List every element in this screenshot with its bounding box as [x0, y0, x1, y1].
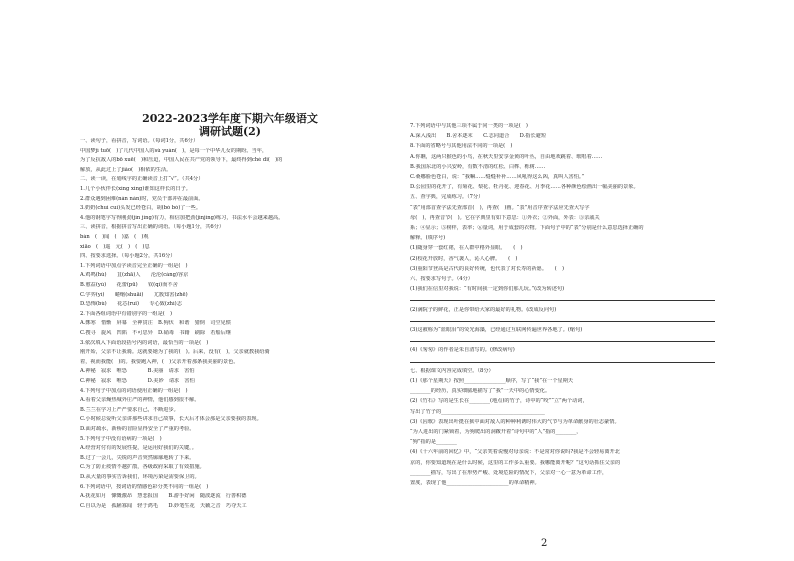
- left-column-line: 解放，从此过上了jiǎo( )相依的生活。: [80, 166, 172, 173]
- left-column-line: 为了反抗敌人的bō xuē( )和压迫，中国人民在共产党的领导下，最终得到chè dǐ( )的: [80, 157, 283, 164]
- left-column-line: C.神秘 寂求 唯恐 D.美妙 请求 害怕: [80, 378, 195, 384]
- left-column-line: 2.群众遇到困难(nán nàn)时，党员干部冲在最前面。: [80, 195, 204, 202]
- right-column-line: (2)满院子的鲜花，正是你带给大家的最好的礼物。(改成反问句): [410, 306, 557, 313]
- left-column-line: B.愈益(yù) 花蕾(pū) 钦(qì)而不舍: [80, 282, 178, 288]
- left-column-line: 5.下列句子中没有语病的一项是( ): [80, 435, 162, 442]
- right-column-line: 写出了竹子的________________________________________: [410, 408, 545, 415]
- right-column-line: ________的经历，真实细腻地描写了“我”一天中的心情变化。: [410, 388, 551, 395]
- exam-title: 2022-2023学年度下期六年级语文: [142, 112, 318, 125]
- right-column-line: (1)随身穿一套红裙，在人群中格外显眼。 ( ): [410, 245, 523, 252]
- left-column: [80, 0, 380, 561]
- left-column-line: D.面对疏水，新桥的冒险显得安全了严重的考验。: [80, 426, 195, 432]
- right-column-line: (1)我们在信里对我说：“有时间我一定到你们那儿玩。”(改为转述句): [410, 286, 565, 293]
- left-column-line: 3.依次填入下面语段括号内的词语，最恰当的一项是( ): [80, 339, 209, 346]
- left-column-line: A.抚花如月 慷慨激昂 慧悲报国 B.游手好闲 随波逐流 行善积德: [80, 493, 247, 500]
- left-column-line: D.从大量的事实告诉我们，环境污染是需要保卫的。: [80, 474, 200, 480]
- right-column-line: “表”用部首查字法先查部首( )，再查( )画。“表”用音序查字法应先查大写字: [410, 204, 590, 211]
- left-column-line: 1.几个小伙伴长(xíng xíng)谁知这样长的日子。: [80, 186, 191, 192]
- left-column-line: C.自以为是 孤陋寡闻 轻于鸿毛 D.妙笔生花 天籁之音 巧夺天工: [80, 502, 247, 509]
- left-column-line: 1.下列词语中加点字读音完全正确的一组是( ): [80, 262, 188, 269]
- left-column-line: A.经营对付有的发展性提，是运用好我们的关键，。: [80, 445, 197, 452]
- right-column-line: A.深入浅出 B.舍本逐末 C.志同道合 D.指长避短: [410, 133, 547, 140]
- left-column-line: 4.下列句子中加点的词语使用正确的一组是( ): [80, 387, 188, 394]
- right-column-line: [410, 321, 715, 322]
- right-column-line: “狗”指的是________: [410, 439, 457, 446]
- right-column: [410, 0, 710, 561]
- right-column-line: 置度，表现了他________________________的革命精神。: [410, 480, 540, 486]
- left-column-line: A.神秘 寂求 唯恐 B.美丽 请求 害怕: [80, 368, 195, 375]
- left-column-line: C.为了防止疫情不越扩散，各级政府采取了有效措施。: [80, 464, 205, 471]
- right-column-line: [410, 362, 715, 363]
- left-column-line: 2.下面各组词语中有错别字的一组是( ): [80, 310, 172, 317]
- left-column-line: 二、读一读，在划线字的正确读音上打“√”。（共4分）: [80, 176, 204, 183]
- right-column-line: 8.下面的省略号与其他用法不同的一项是( ): [410, 143, 513, 150]
- left-column-line: A.鸡鸣(hù) 苴(zhā)人 沦沦(càng)容京: [80, 272, 189, 279]
- left-column-line: 四、按要求选择。（每小题2分，共16分）: [80, 253, 176, 260]
- right-column-line: A.你瞧，这两只猴色的小鸟，在秋天里安享金黄的叶丛，自由地欢跳着、歌唱着……: [410, 153, 603, 160]
- left-column-line: C.小时候总爱听父亲讲那些讲求自己故事，长大后才体会那是父亲要我的表现。: [80, 416, 262, 423]
- left-column-line: D.恐怖(bù) 花芯(ruǐ) 专心致(zhì)志: [80, 301, 182, 308]
- right-column-line: D.公园里的花开了，有菊花、梨花、牡丹花、迎春花、月季花……各种颜色绘画出一幅美丽的景象。: [410, 184, 639, 191]
- left-column-line: B.过了一会儿，尖锐的声音突然廓廓地转了下来。: [80, 454, 195, 461]
- left-column-line: 一、读句子，看拼音，写词语。（每词1分，共6分）: [80, 138, 199, 144]
- right-column-line: 京的，你要知道现在是什么时候，这里的工作多么重要。我哪能离开呢？”这句话抓住父亲的: [410, 459, 621, 466]
- left-column-line: 4.他的钢笔字写得刚劲(jìn jìng)有力，相信加把劲(jìnjìng)练习，书法水平会越来越高。: [80, 214, 284, 221]
- right-column-line: 六、按要求写句子。（4分）: [410, 276, 473, 282]
- right-column-line: B.我国东北的小兴安岭，有数不清的红松、白桦、栎树……: [410, 163, 546, 170]
- left-column-line: 3.奶奶(chuí cuí)头发已经苍白，胡(bò bó)了一些。: [80, 205, 202, 212]
- right-column-line: (2)《竹石》写的是生长在________(地点)的竹子，诗中的“咬”“立”两个动词，: [410, 398, 588, 405]
- left-column-line: bàn ( )闻 ( )嘉 ( )观: [80, 234, 149, 240]
- left-column-line: 刚开始，父亲不让我骑。这就要她为了我的( )。后来，没有( )，父亲就教我给骑: [80, 349, 270, 356]
- right-column-line: (4)《十六年前的回忆》中，“父亲笑着说慢对母亲说：不是常对你说吗?我是不会轻易离开北: [410, 449, 620, 456]
- right-column-line: (3)《囚歌》表现出叶挺在狱中面对敌人的种种利诱时伟大的气节与为革命献身的壮志豪情。: [410, 418, 620, 425]
- exam-subtitle: 调研试题(2): [198, 125, 262, 138]
- left-column-line: A.鄭寒 惜惭 屏幕 全神贯注 B.狗伏 和谐 猎倒 司空见惯: [80, 320, 231, 327]
- page-number: 2: [541, 538, 548, 549]
- left-column-line: 6.下列词语中，按词语的情感色彩分类不同的一组是( ): [80, 483, 209, 490]
- left-column-line: 三、读拼音，根据拼音写出正确的词语。（每小题1分，共6分）: [80, 224, 225, 231]
- right-column-line: 系；④显示；⑤榜样，表率；⑥量词，用于成套的衣物。下面句子中的“表”分别是什么意思选择正确的: [410, 225, 644, 231]
- right-column-line: (2)校花开放时，香气袭人，沁人心脾。 ( ): [410, 255, 518, 262]
- right-column-line: (4)《匆匆》的作者是朱自清写的。(修改病句): [410, 347, 515, 354]
- right-column-line: (3)重阳节登高是古代的良好传统，也代表了对长寿的祈愿。 ( ): [410, 265, 565, 272]
- left-column-line: A.看着父亲燥热城外庄严的神情，他们感到很不解。: [80, 397, 200, 404]
- right-column-line: (1)《那个星期天》按照________________顺序，写了“我”在一个星期天: [410, 378, 574, 384]
- right-column-line: “为人进出的门紧锁着，为狗爬出的洞敞开着”诗句中的“人”指的________，: [410, 429, 582, 435]
- left-column-line: C.学弈(yì) 蜷缩(shuāi) 尤簇知害(zhē): [80, 291, 188, 298]
- right-column-line: [410, 300, 715, 301]
- left-column-line: B.兰兰在学习上严严要求自己，不断进步。: [80, 406, 179, 413]
- left-column-line: C.搜寻 旋风 凹陷 不可思异 D.硝毒 书籍 刷除 若船后继: [80, 330, 232, 336]
- right-column-line: (3)这被称为“蓝眼泪”的荧光海藻，已经通过互联网传遍世界各地了。(缩句): [410, 327, 583, 333]
- right-column-line: C.桑娜脸色苍白，说：“我嘛……缝缝补补……风吼得这么凶，真叫人害怕。”: [410, 174, 585, 180]
- left-column-line: xiāo ( )遥 元( ) ( )息: [80, 243, 150, 250]
- right-column-line: 母( )，再查音节( )。它在字典里有如下意思：①外衣；②外面，外表：③亲戚关: [410, 214, 600, 221]
- left-column-line: 着，视而我能( )的。我要跑入神，( )父亲开着那条我美丽的景色。: [80, 358, 239, 365]
- right-column-line: 7.下列词语中与其他三项不属于同一类的一项是( ): [410, 123, 528, 129]
- right-column-line: [410, 341, 715, 342]
- right-column-line: 解释。(填序号): [410, 235, 446, 242]
- right-column-line: 七、根据课文内容完成填空。（8分）: [410, 367, 494, 374]
- right-column-line: 五、查字典，完成练习。（7分）: [410, 194, 484, 201]
- left-column-line: 中国梦jì tuō( )了几代中国人的sù yuàn( )，是每一个中华儿女的期盼。当年，: [80, 147, 268, 154]
- right-column-line: ________描写，写出了在形势严峻、处境危险的情况下，父亲对一心一意为革命工作，: [410, 469, 608, 476]
